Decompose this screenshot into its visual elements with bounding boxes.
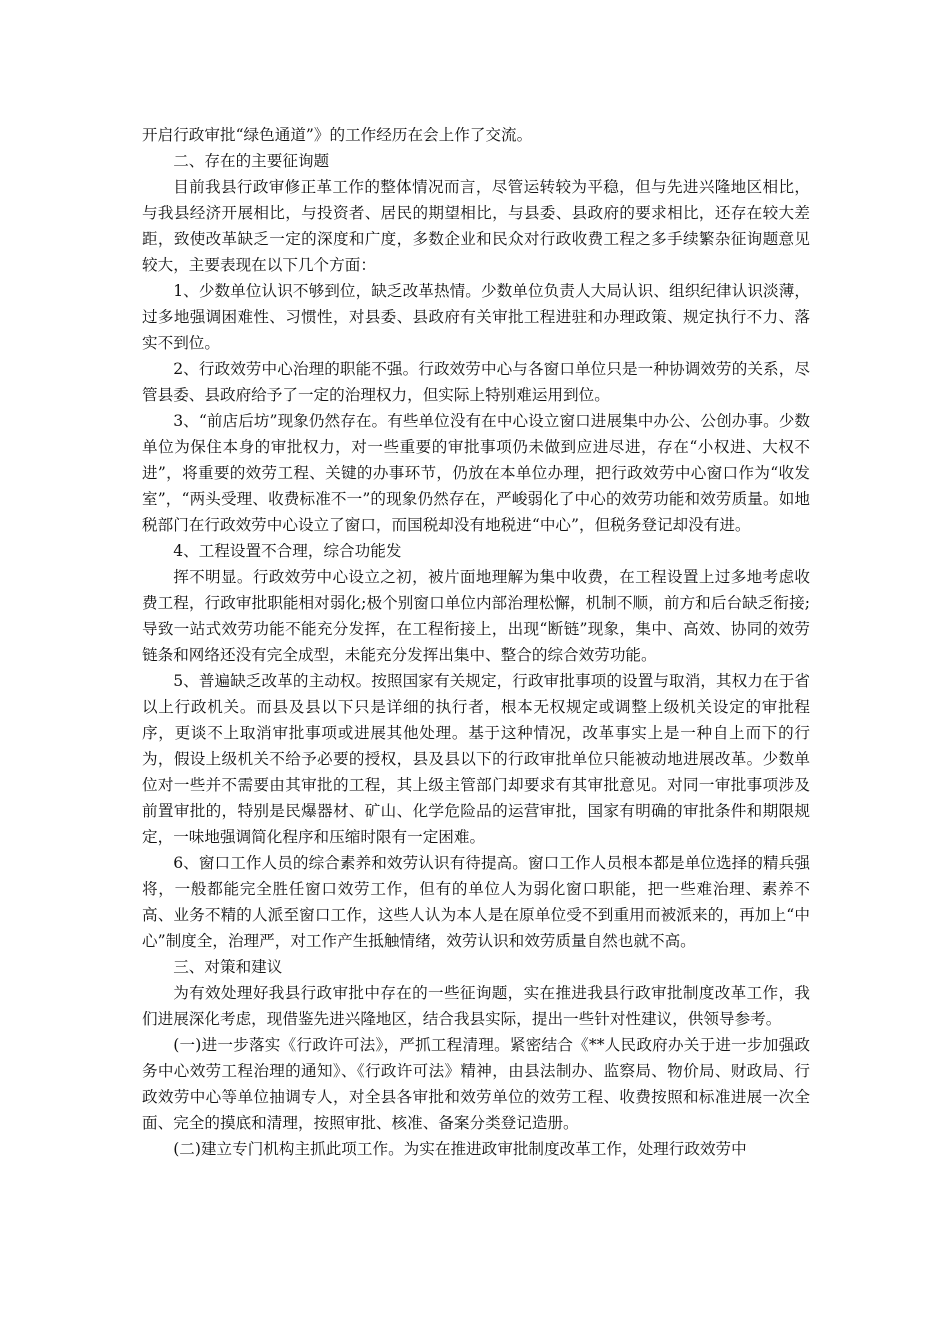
paragraph-overview: 目前我县行政审修正革工作的整体情况而言，尽管运转较为平稳，但与先进兴隆地区相比，与我县经济开展相比，与投资者、居民的期望相比，与县委、县政府的要求相比，还存在较大差距，致使改革缺乏一定的深度和广度，多数企业和民众对行政收费工程之多手续繁杂征询题意见较大，主要表现在以下几个方面： (142, 178, 810, 274)
document-page (142, 122, 810, 1162)
paragraph-item-2: 2、行政效劳中心治理的职能不强。行政效劳中心与各窗口单位只是一种协调效劳的关系，尽管县委、县政府给予了一定的治理权力，但实际上特别难运用到位。 (142, 360, 810, 404)
paragraph-item-5: 5、普遍缺乏改革的主动权。按照国家有关规定，行政审批事项的设置与取消，其权力在于省以上行政机关。而县及县以下只是详细的执行者，根本无权规定或调整上级机关设定的审批程序，更谈不上取消审批事项或进展其他处理。基于这种情况，改革事实上是一种自上而下的行为，假设上级机关不给予必要的授权，县及县以下的行政审批单位只能被动地进展改革。少数单位对一些并不需要由其审批的工程，其上级主管部门却要求有其审批意见。对同一审批事项涉及前置审批的，特别是民爆器材、矿山、化学危险品的运营审批，国家有明确的审批条件和期限规定，一味地强调简化程序和压缩时限有一定困难。 (142, 672, 810, 846)
paragraph-suggestions-intro: 为有效处理好我县行政审批中存在的一些征询题，实在推进我县行政审批制度改革工作，我们进展深化考虑，现借鉴先进兴隆地区，结合我县实际，提出一些针对性建议，供领导参考。 (142, 984, 810, 1028)
paragraph-item-3: 3、“前店后坊”现象仍然存在。有些单位没有在中心设立窗口进展集中办公、公创办事。少数单位为保住本身的审批权力，对一些重要的审批事项仍未做到应进尽进，存在“小权进、大权不进”，将重要的效劳工程、关键的办事环节，仍放在本单位办理，把行政效劳中心窗口作为“收发室”，“两头受理、收费标准不一”的现象仍然存在，严峻弱化了中心的效劳功能和效劳质量。如地税部门在行政效劳中心设立了窗口，而国税却没有地税进“中心”，但税务登记却没有进。 (142, 412, 810, 534)
paragraph-continuation: 开启行政审批“绿色通道”》的工作经历在会上作了交流。 (142, 126, 533, 144)
paragraph-item-6: 6、窗口工作人员的综合素养和效劳认识有待提高。窗口工作人员根本都是单位选择的精兵强将，一般都能完全胜任窗口效劳工作，但有的单位人为弱化窗口职能，把一些难治理、素养不高、业务不精的人派至窗口工作，这些人认为本人是在原单位受不到重用而被派来的，再加上“中心”制度全，治理严，对工作产生抵触情绪，效劳认识和效劳质量自然也就不高。 (142, 854, 810, 950)
paragraph-suggestion-1: (一)进一步落实《行政许可法》，严抓工程清理。紧密结合《**人民政府办关于进一步加强政务中心效劳工程治理的通知》、《行政许可法》精神，由县法制办、监察局、物价局、财政局、行政效劳中心等单位抽调专人，对全县各审批和效劳单位的效劳工程、收费按照和标准进展一次全面、完全的摸底和清理，按照审批、核准、备案分类登记造册。 (142, 1036, 810, 1132)
section-heading-problems: 二、存在的主要征询题 (173, 152, 330, 170)
paragraph-item-4-heading: 4、工程设置不合理，综合功能发 (173, 542, 402, 560)
paragraph-suggestion-2: (二)建立专门机构主抓此项工作。为实在推进政审批制度改革工作，处理行政效劳中 (173, 1140, 747, 1158)
paragraph-item-1: 1、少数单位认识不够到位，缺乏改革热情。少数单位负责人大局认识、组织纪律认识淡薄，过多地强调困难性、习惯性，对县委、县政府有关审批工程进驻和办理政策、规定执行不力、落实不到位。 (142, 282, 810, 352)
paragraph-item-4-body: 挥不明显。行政效劳中心设立之初，被片面地理解为集中收费，在工程设置上过多地考虑收费工程，行政审批职能相对弱化;极个别窗口单位内部治理松懈，机制不顺，前方和后台缺乏衔接;导致一站式效劳功能不能充分发挥，在工程衔接上，出现“断链”现象，集中、高效、协同的效劳链条和网络还没有完全成型，未能充分发挥出集中、整合的综合效劳功能。 (142, 568, 810, 664)
section-heading-suggestions: 三、对策和建议 (173, 958, 283, 976)
